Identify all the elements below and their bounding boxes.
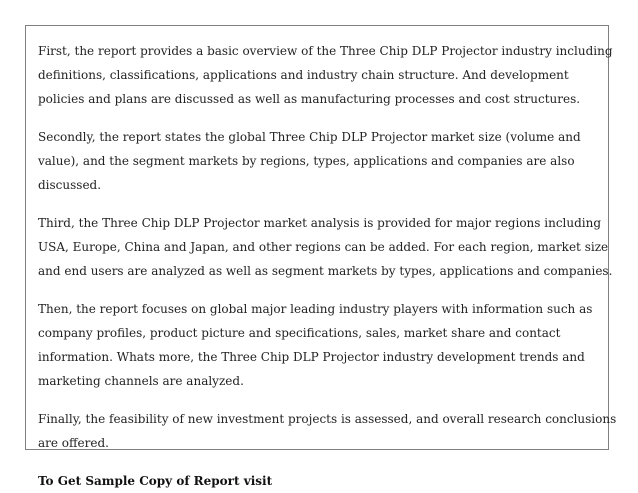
paragraph-line: First, the report provides a basic overview of the Three Chip DLP Projector industry including xyxy=(38,44,613,58)
paragraph-line: value), and the segment markets by regions, types, applications and companies are also xyxy=(38,154,575,168)
paragraph-line: marketing channels are analyzed. xyxy=(38,374,244,388)
document-frame xyxy=(25,25,617,488)
paragraph-line: policies and plans are discussed as well as manufacturing processes and cost structures. xyxy=(38,92,581,106)
paragraph-line: USA, Europe, China and Japan, and other regions can be added. For each region, market size xyxy=(38,240,609,254)
paragraph-market-size xyxy=(38,125,596,197)
paragraph-line: Finally, the feasibility of new investment projects is assessed, and overall research conclusions xyxy=(38,412,617,426)
paragraph-industry-players xyxy=(38,297,596,393)
cta-text: To Get Sample Copy of Report visit xyxy=(38,474,273,488)
paragraph-line: Third, the Three Chip DLP Projector market analysis is provided for major regions including xyxy=(38,216,602,230)
paragraph-line: and end users are analyzed as well as segment markets by types, applications and companies. xyxy=(38,264,613,278)
paragraph-line: company profiles, product picture and specifications, sales, market share and contact xyxy=(38,326,561,340)
paragraph-line: Secondly, the report states the global Three Chip DLP Projector market size (volume and xyxy=(38,130,581,144)
paragraph-feasibility xyxy=(38,407,617,455)
sample-copy-cta xyxy=(38,469,596,493)
paragraph-line: definitions, classifications, applications and industry chain structure. And development xyxy=(38,68,569,82)
paragraph-regional-analysis xyxy=(38,211,613,283)
paragraph-line: are offered. xyxy=(38,436,109,450)
paragraph-overview xyxy=(38,39,613,111)
paragraph-line: information. Whats more, the Three Chip DLP Projector industry development trends and xyxy=(38,350,585,364)
paragraph-line: discussed. xyxy=(38,178,102,192)
paragraph-line: Then, the report focuses on global major leading industry players with information such as xyxy=(38,302,593,316)
